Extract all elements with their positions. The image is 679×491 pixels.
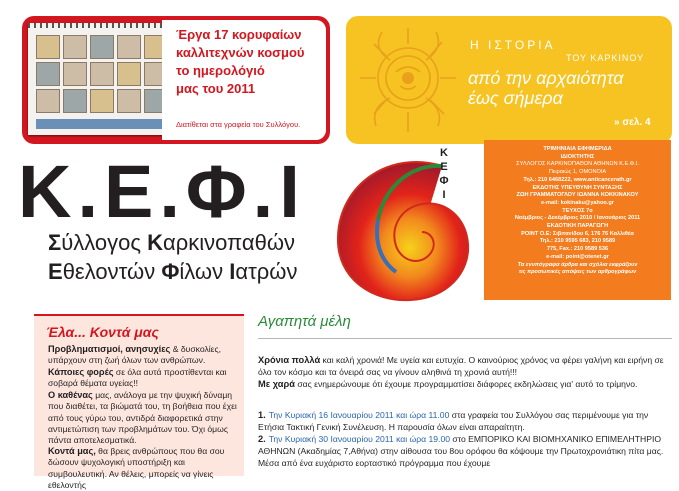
calendar-image: [28, 23, 176, 135]
info-line: ΤΕΥΧΟΣ 7ο: [562, 207, 593, 214]
sidebar-heading: Έλα... Κοντά μας: [46, 324, 159, 340]
calendar-promo-title: Έργα 17 κορυφαίων καλλιτεχνών κοσμού το ημερολόγιό μας του 2011: [176, 27, 305, 96]
vertical-kefi-letters: Κ Ε Φ Ι: [439, 147, 449, 201]
history-kicker-2: ΤΟΥ ΚΑΡΚΙΝΟΥ: [566, 53, 645, 63]
info-line: Νοέμβριος - Δεκέμβριος 2010 / Ιανουάριος 2011: [514, 215, 641, 222]
info-line: e-mail: kokinaku@yahoo.gr: [541, 199, 614, 206]
info-line: ΙΔΙΟΚΤΗΤΗΣ: [560, 153, 595, 160]
sidebar-paragraph-2: Κάποιες φορές σε όλα αυτά προστίθενται και σοβαρά θέματα υγείας!!: [48, 367, 227, 389]
sidebar-paragraph-1: Προβληματισμοί, ανησυχίες & δυσκολίες, υπάρχουν στη ζωή όλων των ανθρώπων.: [48, 344, 222, 366]
artwork-thumbnails: [36, 35, 168, 113]
info-line: ΕΚΔΟΤΙΚΗ ΠΑΡΑΓΩΓΗ: [546, 223, 609, 230]
info-line: Τα ενυπόγραφα άρθρα και σχόλια εκφράζουν: [517, 261, 638, 268]
newspaper-subtitle-line-1: Σύλλογος Καρκινοπαθών: [48, 230, 296, 255]
come-close-sidebar: [34, 314, 244, 490]
info-line: ΖΩΗ ΓΡΑΜΜΑΤΟΓΛΟΥ ΙΩΑΝΝΑ ΚΟΚΚΙΝΑΚΟΥ: [516, 192, 639, 199]
info-line: ΣΥΛΛΟΓΟΣ ΚΑΡΚΙΝΟΠΑΘΩΝ ΑΘΗΝΩΝ Κ.Ε.Φ.Ι.: [516, 161, 639, 168]
sidebar-paragraph-4: Κοντά μας, θα βρεις ανθρώπους που θα σου δώσουν ψυχολογική υποστήριξη και συμβουλευτική. Αν θέλεις, μπορείς να γίνεις εθελοντής: [48, 446, 225, 490]
calendar-promo-note: Διατίθεται στα γραφεία του Συλλόγου.: [176, 120, 301, 129]
history-promo-banner[interactable]: [346, 16, 672, 144]
zodiac-sun-illustration: [350, 20, 460, 140]
newspaper-title: Κ.Ε.Φ.Ι: [18, 150, 306, 233]
sidebar-paragraph-3: Ο καθένας μας, ανάλογα με την ψυχική δύναμη που διαθέτει, τα βιώματά του, τη βοήθεια που έχει από τους γύρω του, αντιδρά διαφορετικά στην αντιμετώπιση των προβλημάτων του. Όχι όμως πάντα αποτελεσματικά.: [48, 390, 237, 446]
calendar-rings: [28, 23, 176, 28]
calendar-footer-strip: [36, 119, 168, 129]
info-line: Τηλ.: 210 9595 683, 210 9589: [539, 238, 616, 245]
info-line: 775, Fax.: 210 9589 536: [546, 246, 609, 253]
spiral-logo: [330, 154, 480, 306]
calendar-promo-banner[interactable]: [22, 16, 330, 144]
heading-divider: [258, 338, 672, 339]
newspaper-subtitle-line-2: Εθελοντών Φίλων Ιατρών: [48, 259, 298, 284]
info-line: e-mail: point@otenet.gr: [546, 253, 609, 260]
info-line: ΤΡΙΜΗΝΙΑΙΑ ΕΦΗΜΕΡΙΔΑ: [543, 146, 612, 152]
info-line: Τηλ.: 210 6468222, www.anticancerath.gr: [523, 176, 632, 183]
publication-info-box: [484, 140, 671, 300]
info-line: τις προσωπικές απόψεις των αρθρογράφων: [518, 269, 637, 276]
event-item-2: 2. Την Κυριακή 30 Ιανουαρίου 2011 και ώρα 19.00 στο ΕΜΠΟΡΙΚΟ ΚΑΙ ΒΙΟΜΗΧΑΝΙΚΟ ΕΠΙΜΕΛΗΤΗΡΙΟ ΑΘΗΝΩΝ (Ακαδημίας 7,Αθήνα) στην αίθουσα του 8ου ορόφου θα κόψουμε την Πρωτοχρονιάτικη πίτα μας. Μέσα από ένα ευχάριστο εορταστικό πρόγραμμα που έχουμε: [258, 434, 664, 468]
info-line: ΕΚΔΟΤΗΣ ΥΠΕΥΘΥΝΗ ΣΥΝΤΑΞΗΣ: [532, 184, 623, 191]
promo-text-panel: [162, 20, 326, 140]
main-article-heading: Αγαπητά μέλη: [258, 313, 351, 330]
history-headline: από την αρχαιότητα έως σήμερα: [468, 68, 624, 108]
info-line: POINT O.E: Σιβιτανίδου 6, 176 76 Καλλιθέα: [521, 230, 634, 237]
history-page-link[interactable]: » σελ. 4: [614, 117, 651, 128]
info-line: Πειραιώς 1, ΟΜΟΝΟΙΑ: [548, 169, 607, 176]
main-paragraph-2: Με χαρά σας ενημερώνουμε ότι έχουμε προγραμματίσει διάφορες εκδηλώσεις για' αυτό το τρίμηνο.: [258, 379, 638, 389]
event-item-1: 1. Την Κυριακή 16 Ιανουαρίου 2011 και ώρα 11.00 στα γραφεία του Συλλόγου σας περιμένουμε για την Ετήσια Τακτική Γενική Συνέλευση. Η παρουσία όλων είναι απαραίτητη.: [258, 410, 649, 432]
main-paragraph-1: Χρόνια πολλά και καλή χρονιά! Με υγεία και ευτυχία. Ο καινούριος χρόνος να φέρει γαλήνη και ειρήνη σε όλο τον κόσμο και τα όνειρά σας να γίνουν αληθινά τη χρονιά αυτή!!!: [258, 355, 664, 377]
history-kicker-1: Η ΙΣΤΟΡΙΑ: [470, 38, 556, 52]
